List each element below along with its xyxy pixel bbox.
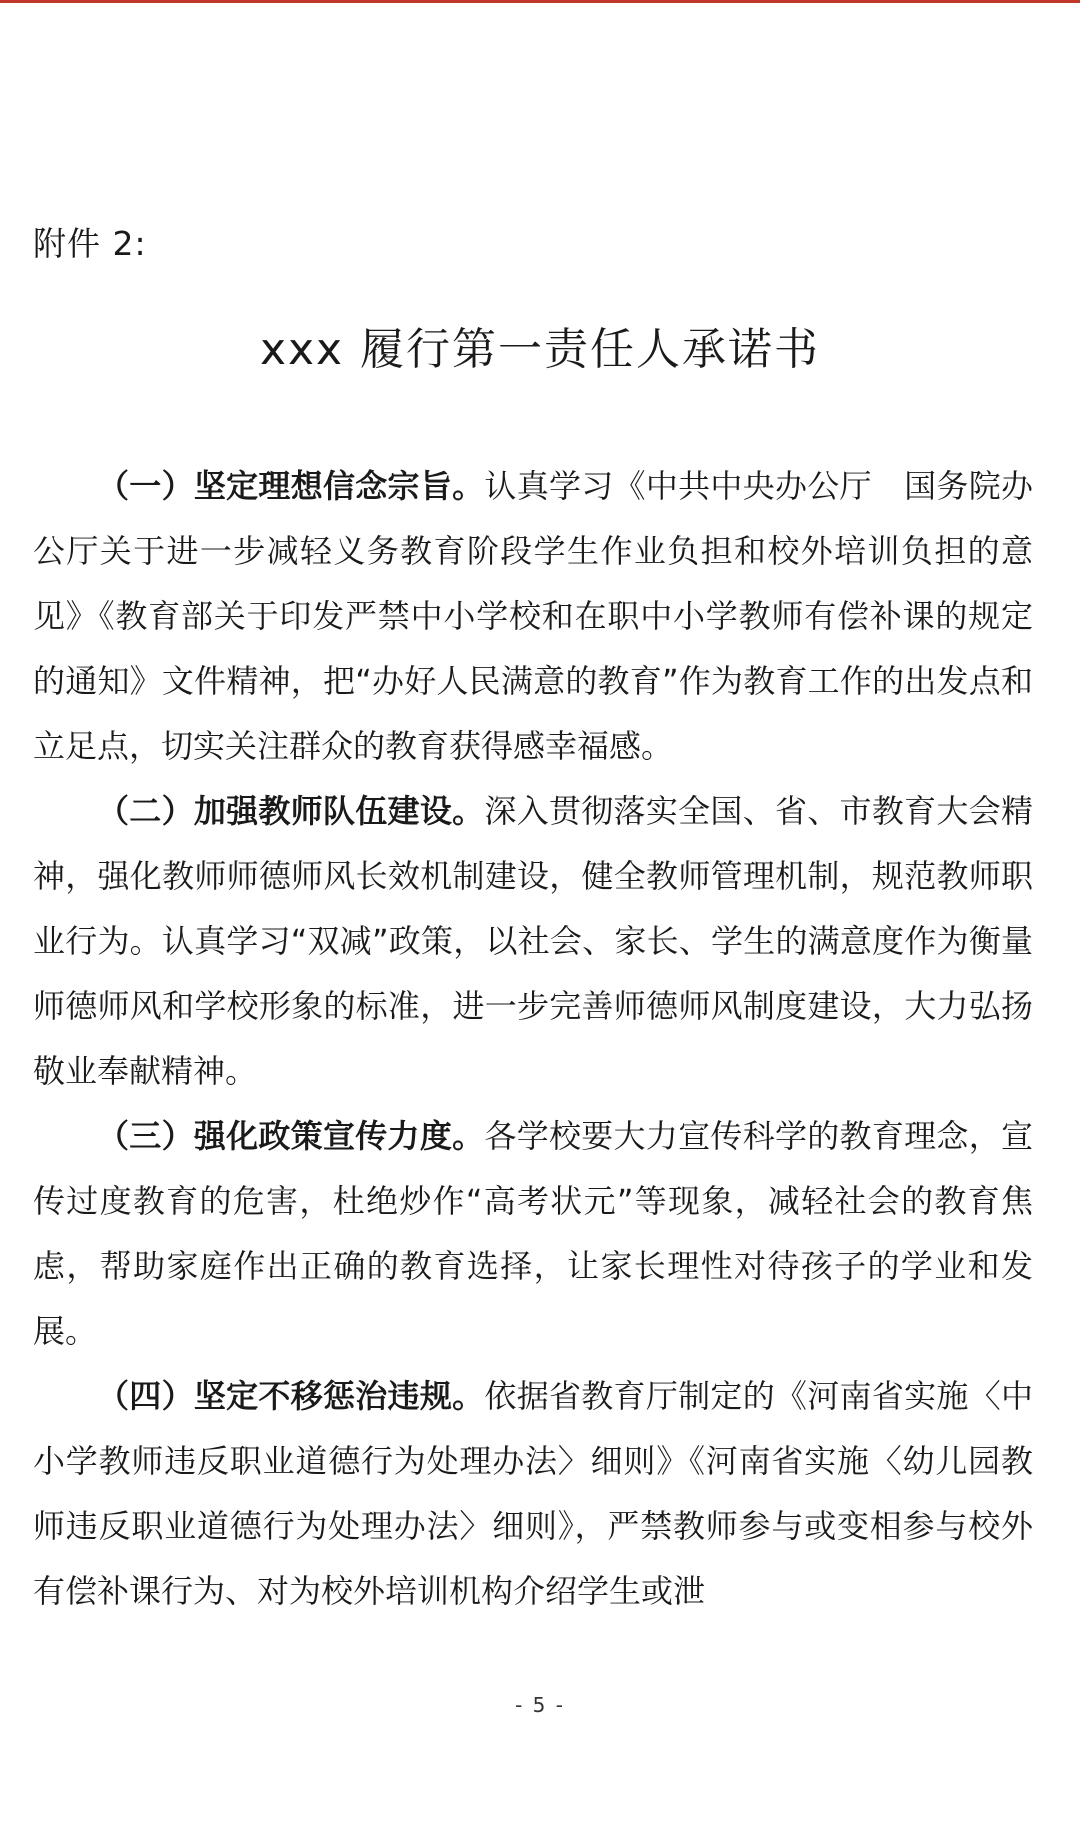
paragraph-4 [33,1364,1033,1624]
paragraph-1-text: 认真学习《中共中央办公厅 国务院办公厅关于进一步减轻义务教育阶段学生作业负担和校外培训负担的意见》《教育部关于印发严禁中小学校和在职中小学教师有偿补课的规定的通知》文件精神，把“办好人民满意的教育”作为教育工作的出发点和立足点，切实关注群众的教育获得感幸福感。 [33,467,1033,765]
paragraph-1 [33,454,1033,779]
document-body [33,454,1033,1624]
paragraph-3-text: 各学校要大力宣传科学的教育理念，宣传过度教育的危害，杜绝炒作“高考状元”等现象，减轻社会的教育焦虑，帮助家庭作出正确的教育选择，让家长理性对待孩子的学业和发展。 [33,1117,1033,1350]
attachment-label: 附件 2: [33,224,147,263]
paragraph-1-heading: （一）坚定理想信念宗旨。 [97,467,485,505]
paragraph-3-heading: （三）强化政策宣传力度。 [97,1117,485,1155]
paragraph-4-text: 依据省教育厅制定的《河南省实施〈中小学教师违反职业道德行为处理办法〉细则》《河南省实施〈幼儿园教师违反职业道德行为处理办法〉细则》，严禁教师参与或变相参与校外有偿补课行为、对为校外培训机构介绍学生或泄 [33,1377,1033,1610]
document-title: xxx 履行第一责任人承诺书 [259,324,821,375]
paragraph-2-text: 深入贯彻落实全国、省、市教育大会精神，强化教师师德师风长效机制建设，健全教师管理机制，规范教师职业行为。认真学习“双减”政策，以社会、家长、学生的满意度作为衡量师德师风和学校形象的标准，进一步完善师德师风制度建设，大力弘扬敬业奉献精神。 [33,792,1033,1090]
page-number: - 5 - [515,1693,565,1717]
paragraph-2-heading: （二）加强教师队伍建设。 [97,792,485,830]
paragraph-4-heading: （四）坚定不移惩治违规。 [97,1377,485,1415]
paragraph-3 [33,1104,1033,1364]
paragraph-2 [33,779,1033,1104]
top-border-rule [0,0,1080,3]
